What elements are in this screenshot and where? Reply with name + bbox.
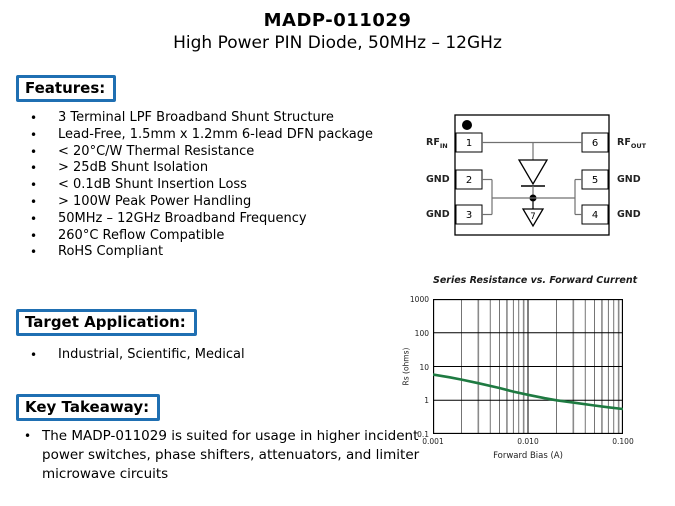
y-axis-tick: 0.1	[417, 430, 429, 439]
rf-out-label: $RF_{OUT}$	[617, 137, 647, 150]
page-subtitle: High Power PIN Diode, 50MHz – 12GHz	[173, 33, 502, 53]
diode-symbol	[519, 160, 547, 184]
key-takeaway-list	[24, 427, 422, 484]
target-application-list	[28, 347, 428, 364]
features-list	[28, 110, 428, 261]
page-title: MADP-011029	[263, 10, 412, 31]
features-heading: Features:	[16, 75, 116, 102]
x-axis-label: Forward Bias (A)	[493, 451, 563, 461]
series-resistance-chart	[400, 272, 675, 477]
gnd-label: GND	[426, 174, 450, 185]
list-item: • 50MHz – 12GHz Broadband Frequency	[28, 211, 428, 228]
list-item: • > 25dB Shunt Isolation	[28, 160, 428, 177]
y-axis-tick: 100	[414, 329, 429, 338]
gnd-label: GND	[617, 209, 641, 220]
rf-in-label: $RF_{IN}$	[426, 137, 448, 150]
chart-title: Series Resistance vs. Forward Current	[433, 275, 638, 286]
functional-diagram	[425, 108, 675, 248]
list-item: • < 20°C/W Thermal Resistance	[28, 144, 428, 161]
pin-number-3: 3	[465, 210, 473, 221]
x-axis-tick: 0.010	[517, 437, 539, 446]
list-item: • 3 Terminal LPF Broadband Shunt Structure	[28, 110, 428, 127]
y-axis-tick: 1	[424, 396, 429, 405]
list-item: • < 0.1dB Shunt Insertion Loss	[28, 177, 428, 194]
x-axis-tick: 0.001	[422, 437, 444, 446]
list-item: • RoHS Compliant	[28, 244, 428, 261]
key-takeaway-heading: Key Takeaway:	[16, 394, 160, 421]
header	[0, 10, 675, 53]
pad-number-7: 7	[530, 212, 536, 222]
pin-number-5: 5	[591, 175, 599, 186]
pin1-marker-dot	[462, 120, 472, 130]
pin-number-1: 1	[465, 138, 473, 149]
pin-number-4: 4	[591, 210, 599, 221]
list-item: • The MADP-011029 is suited for usage in higher incident power switches, phase shifters, attenuators, and limiter microwave circuits	[24, 427, 422, 484]
list-item: • Lead-Free, 1.5mm x 1.2mm 6-lead DFN package	[28, 127, 428, 144]
gnd-label: GND	[426, 209, 450, 220]
pin-number-6: 6	[591, 138, 599, 149]
x-axis-tick: 0.100	[612, 437, 634, 446]
gnd-label: GND	[617, 174, 641, 185]
chart-canvas	[433, 299, 623, 434]
pin-number-2: 2	[465, 175, 473, 186]
y-axis-label: Rs (ohms)	[401, 347, 411, 386]
list-item: • > 100W Peak Power Handling	[28, 194, 428, 211]
chart-plot-area	[433, 299, 623, 434]
y-axis-tick: 1000	[409, 295, 429, 304]
list-item: • 260°C Reflow Compatible	[28, 228, 428, 245]
target-application-heading: Target Application:	[16, 309, 197, 336]
y-axis-tick: 10	[419, 363, 429, 372]
list-item: • Industrial, Scientific, Medical	[28, 347, 428, 364]
